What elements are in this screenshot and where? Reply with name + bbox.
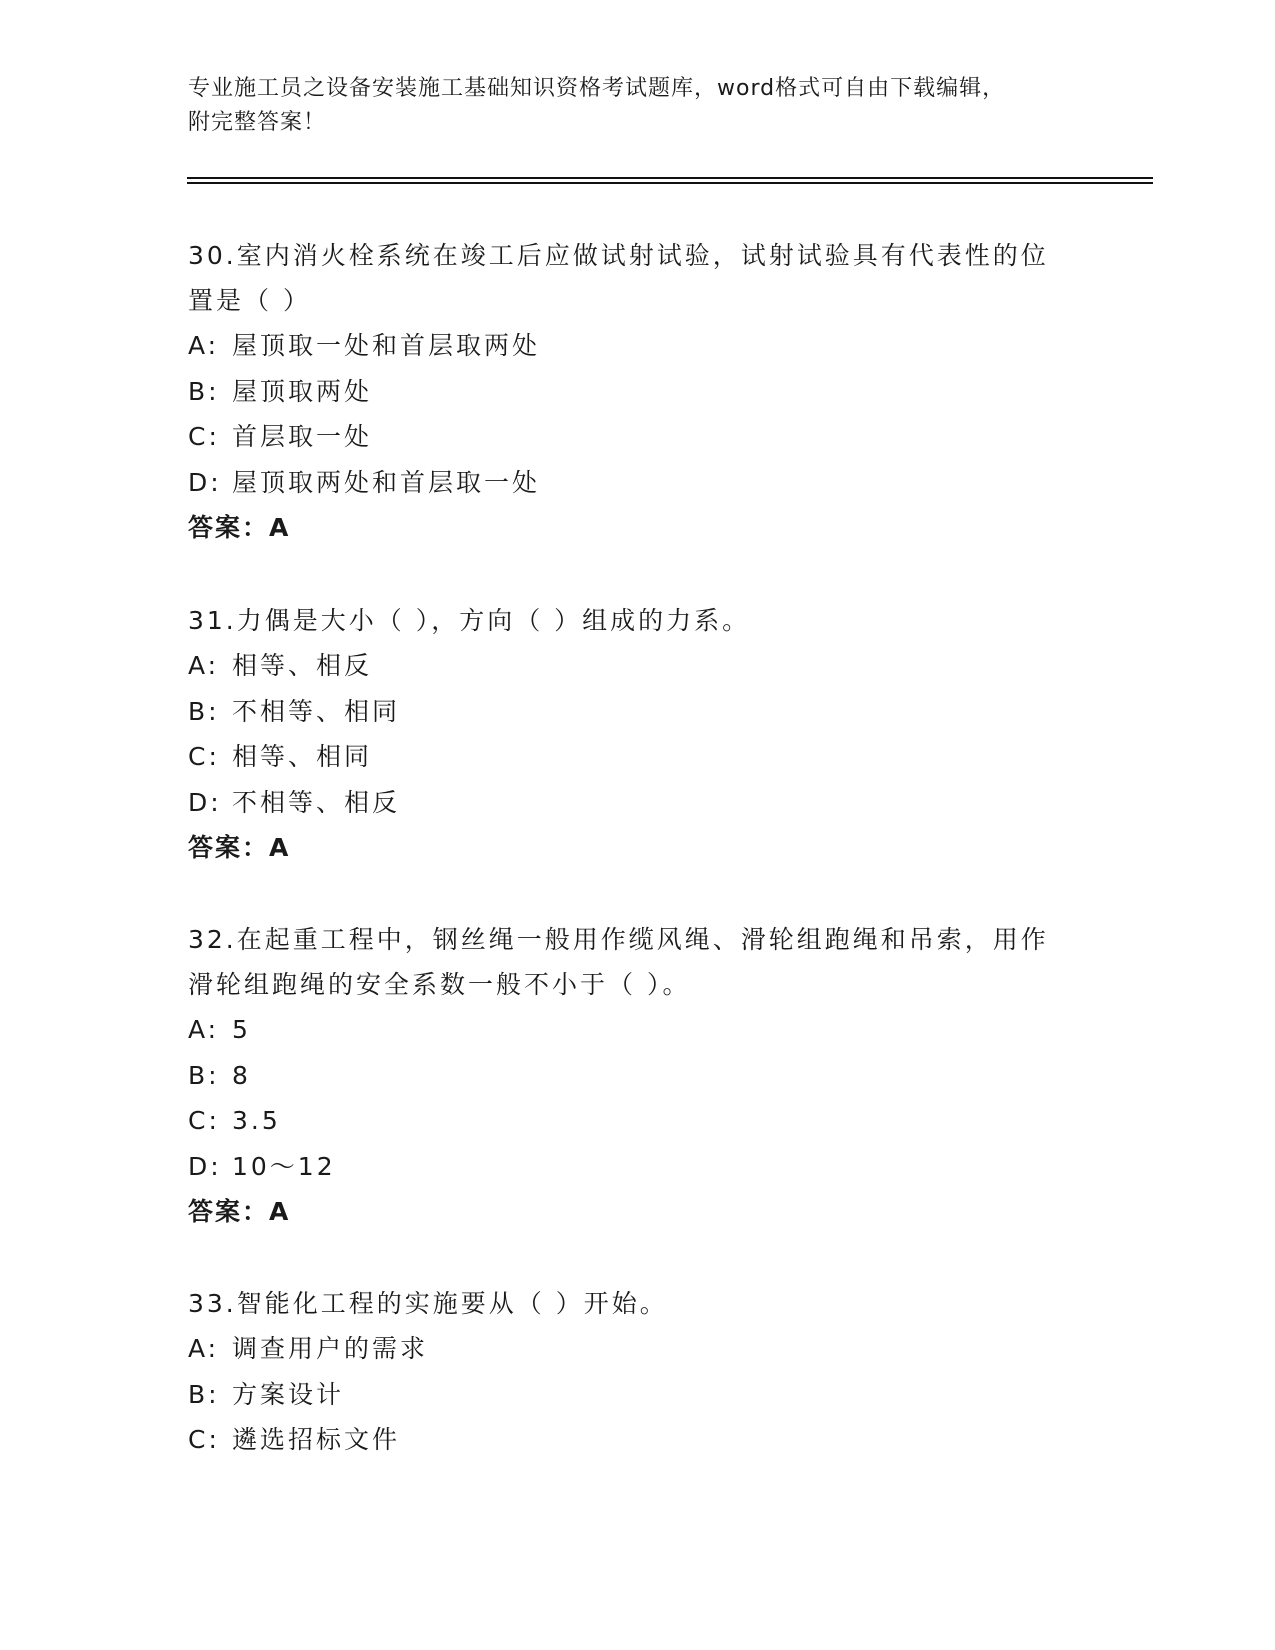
document-header	[188, 72, 1088, 140]
option-key: D:	[188, 467, 222, 497]
option-key: B:	[188, 1379, 220, 1409]
option-text: 首层取一处	[232, 422, 373, 451]
option-key: C:	[188, 422, 220, 451]
header-divider-top	[187, 177, 1153, 179]
option-key: B:	[188, 376, 220, 406]
option-text: 不相等、相同	[232, 696, 401, 726]
option-key: C:	[188, 1106, 220, 1135]
option-d	[188, 1144, 1108, 1190]
option-key: D:	[188, 787, 222, 817]
option-key: A:	[188, 651, 220, 680]
option-c	[188, 1098, 1108, 1144]
option-a	[188, 323, 1108, 369]
option-text: 屋顶取一处和首层取两处	[232, 331, 541, 360]
question-text-line: 30.室内消火栓系统在竣工后应做试射试验，试射试验具有代表性的位	[188, 241, 1049, 270]
option-key: C:	[188, 1425, 220, 1454]
option-a	[188, 1326, 1108, 1372]
question-33	[188, 1281, 1108, 1463]
option-text: 5	[232, 1015, 251, 1044]
question-text-line: 置是（ ）	[188, 286, 311, 315]
option-d	[188, 780, 1108, 826]
answer-line: 答案：A	[188, 513, 291, 542]
question-text-line: 滑轮组跑绳的安全系数一般不小于（ ）。	[188, 970, 691, 999]
header-line-1: 专业施工员之设备安装施工基础知识资格考试题库，word格式可自由下载编辑，	[188, 76, 1006, 101]
option-key: B:	[188, 696, 220, 726]
option-text: 遴选招标文件	[232, 1425, 401, 1454]
option-key: D:	[188, 1151, 222, 1181]
header-line-2: 附完整答案！	[188, 110, 327, 135]
option-text: 方案设计	[232, 1379, 345, 1409]
answer-line: 答案：A	[188, 1197, 291, 1226]
option-a	[188, 1007, 1108, 1053]
option-key: A:	[188, 1015, 220, 1044]
option-text: 屋顶取两处	[232, 376, 373, 406]
option-a	[188, 643, 1108, 689]
option-b	[188, 689, 1108, 735]
option-text: 调查用户的需求	[232, 1334, 429, 1363]
option-text: 相等、相反	[232, 651, 373, 680]
question-31	[188, 598, 1108, 871]
option-b	[188, 1372, 1108, 1418]
question-text-line: 33.智能化工程的实施要从（ ）开始。	[188, 1289, 668, 1318]
option-c	[188, 734, 1108, 780]
answer-line: 答案：A	[188, 833, 291, 862]
option-b	[188, 1053, 1108, 1099]
option-key: A:	[188, 331, 220, 360]
option-text: 屋顶取两处和首层取一处	[232, 467, 541, 497]
option-text: 3.5	[232, 1106, 281, 1135]
option-text: 10～12	[232, 1151, 336, 1181]
question-text-line: 32.在起重工程中，钢丝绳一般用作缆风绳、滑轮组跑绳和吊索，用作	[188, 925, 1049, 954]
option-text: 8	[232, 1060, 251, 1090]
question-30	[188, 233, 1108, 551]
option-b	[188, 369, 1108, 415]
option-d	[188, 460, 1108, 506]
option-key: A:	[188, 1334, 220, 1363]
option-text: 相等、相同	[232, 742, 373, 771]
question-text-line: 31.力偶是大小（ ），方向（ ）组成的力系。	[188, 606, 751, 635]
header-divider-bottom	[187, 182, 1153, 184]
option-key: B:	[188, 1060, 220, 1090]
option-key: C:	[188, 742, 220, 771]
option-c	[188, 1417, 1108, 1463]
question-32	[188, 917, 1108, 1235]
option-text: 不相等、相反	[232, 787, 401, 817]
option-c	[188, 414, 1108, 460]
